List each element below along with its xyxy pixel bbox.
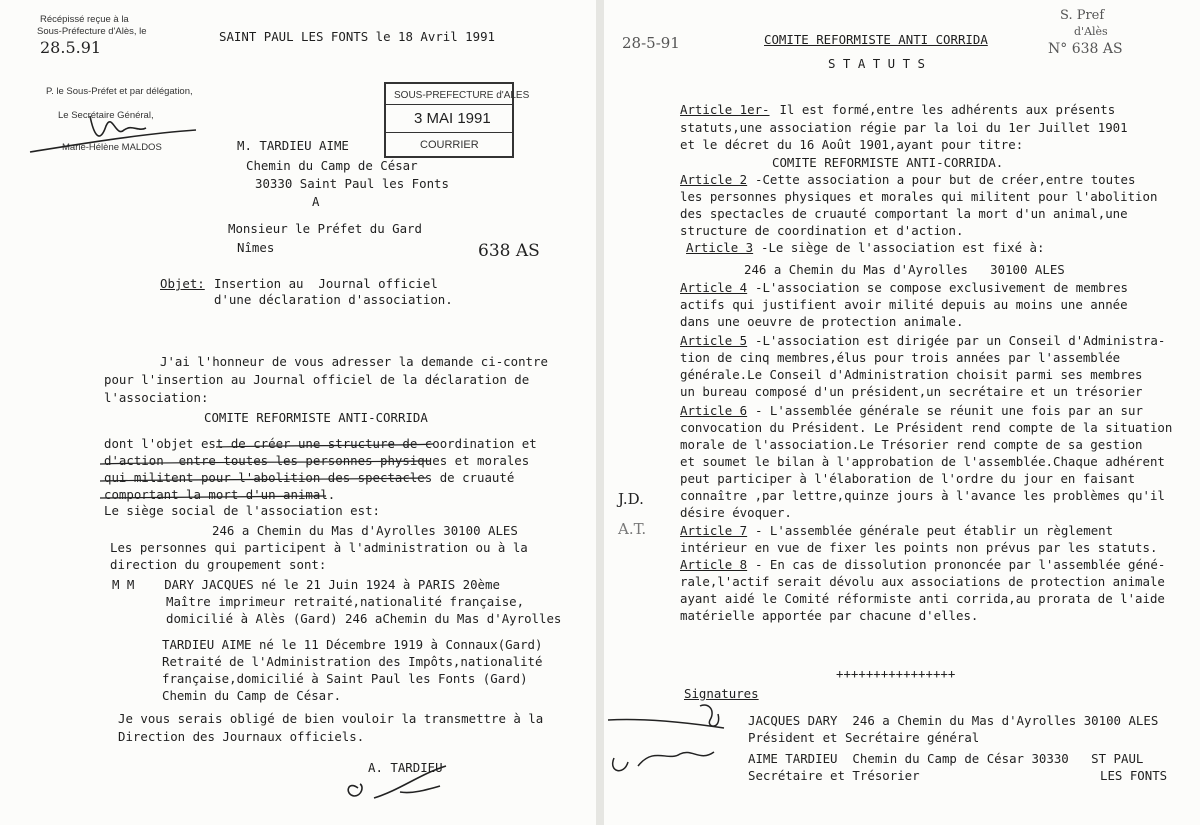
reception-stamp bbox=[384, 82, 530, 158]
dateline: SAINT PAUL LES FONTS le 18 Avril 1991 bbox=[219, 29, 496, 44]
body-line: française,domicilié à Saint Paul les Fonts (Gard) bbox=[162, 671, 528, 686]
signatures-heading: Signatures bbox=[684, 686, 759, 701]
body-line: Les personnes qui participent à l'administration ou à la bbox=[110, 540, 528, 555]
signatory-line: Secrétaire et Trésorier bbox=[748, 768, 920, 783]
article-line: rale,l'actif serait dévolu aux associations de protection animale bbox=[680, 574, 1165, 589]
article-line: peut participer à l'élaboration de l'ordre du jour en faisant bbox=[680, 471, 1136, 486]
corner-note-line: d'Alès bbox=[1074, 25, 1108, 38]
signatory-line: LES FONTS bbox=[1100, 768, 1168, 783]
receipt-date-handwritten: 28.5.91 bbox=[40, 38, 102, 57]
body-line: direction du groupement sont: bbox=[110, 557, 327, 572]
signature-name: A. TARDIEU bbox=[368, 760, 443, 775]
receipt-stamp-line: Sous-Préfecture d'Alès, le bbox=[37, 26, 147, 37]
article-line: et le décret du 16 Août 1901,ayant pour titre: bbox=[680, 137, 1024, 152]
body-line: dont l'objet est de créer une structure de coordination et bbox=[104, 436, 537, 451]
corner-note-line: S. Pref bbox=[1060, 8, 1105, 23]
article-line: -L'association est dirigée par un Conseil d'Administra- bbox=[755, 333, 1166, 348]
author-signature bbox=[340, 760, 470, 810]
object-line: d'une déclaration d'association. bbox=[214, 292, 453, 307]
article-label: Article 6 bbox=[680, 403, 748, 418]
document-title: COMITE REFORMISTE ANTI CORRIDA bbox=[764, 32, 988, 47]
cover-letter-page bbox=[0, 0, 596, 825]
body-line: Le siège social de l'association est: bbox=[104, 503, 381, 518]
article-label: Article 5 bbox=[680, 333, 748, 348]
article-line: -L'association se compose exclusivement de membres bbox=[755, 280, 1128, 295]
body-line: comportant la mort d'un animal. bbox=[104, 487, 336, 502]
article-label: Article 1er- bbox=[680, 102, 770, 117]
article-line: actifs qui justifient avoir milité depuis au moins une année bbox=[680, 297, 1128, 312]
article-line: COMITE REFORMISTE ANTI-CORRIDA. bbox=[772, 155, 1004, 170]
corner-note-line: N° 638 AS bbox=[1048, 41, 1123, 57]
article-line: dans une oeuvre de protection animale. bbox=[680, 314, 964, 329]
signatures-handwritten bbox=[604, 700, 754, 800]
article-label: Article 8 bbox=[680, 557, 748, 572]
body-line: domicilié à Alès (Gard) 246 aChemin du Mas d'Ayrolles bbox=[166, 611, 562, 626]
signatory-line: AIME TARDIEU Chemin du Camp de César 30330 ST PAUL bbox=[748, 751, 1144, 766]
article-line: 246 a Chemin du Mas d'Ayrolles 30100 ALES bbox=[744, 262, 1065, 277]
body-line: M M DARY JACQUES né le 21 Juin 1924 à PARIS 20ème bbox=[112, 577, 500, 592]
article-line: - L'assemblée générale se réunit une fois par an sur bbox=[755, 403, 1143, 418]
article-line: intérieur en vue de fixer les points non prévus par les statuts. bbox=[680, 540, 1158, 555]
article-line: et soumet le bilan à l'approbation de l'assemblée.Chaque adhérent bbox=[680, 454, 1165, 469]
article-line: matérielle apportée par chacune d'elles. bbox=[680, 608, 979, 623]
article-line: générale.Le Conseil d'Administration choisit parmi ses membres bbox=[680, 367, 1143, 382]
initials-handwritten: J.D. bbox=[618, 490, 644, 508]
receipt-stamp-line: Récépissé reçue à la bbox=[40, 14, 129, 25]
sender-city: 30330 Saint Paul les Fonts bbox=[255, 176, 449, 191]
object-label: Objet: bbox=[160, 276, 205, 291]
article-label: Article 2 bbox=[680, 172, 748, 187]
article-line: -Le siège de l'association est fixé à: bbox=[761, 240, 1045, 255]
article-label: Article 3 bbox=[686, 240, 754, 255]
sender-name: M. TARDIEU AIME bbox=[237, 138, 349, 153]
stamp-divider bbox=[386, 104, 512, 105]
object-line: Insertion au Journal officiel bbox=[214, 276, 438, 291]
sender-street: Chemin du Camp de César bbox=[246, 158, 418, 173]
article-line: ayant aidé le Comité réformiste anti corrida,au prorata de l'aide bbox=[680, 591, 1165, 606]
article-line: connaître ,par lettre,quinze jours à l'avance les problèmes qu'il bbox=[680, 488, 1165, 503]
article-line: un bureau composé d'un président,un secrétaire et un trésorier bbox=[680, 384, 1143, 399]
article-line: - En cas de dissolution prononcée par l'assemblée géné- bbox=[755, 557, 1166, 572]
article-line: statuts,une association régie par la loi du 1er Juillet 1901 bbox=[680, 120, 1128, 135]
body-line: l'association: bbox=[104, 390, 209, 405]
handwritten-underlines bbox=[100, 432, 550, 512]
body-line: 246 a Chemin du Mas d'Ayrolles 30100 ALES bbox=[212, 523, 518, 538]
article-line: désire évoquer. bbox=[680, 505, 792, 520]
body-line: J'ai l'honneur de vous adresser la demande ci-contre bbox=[160, 354, 548, 369]
body-line: Je vous serais obligé de bien vouloir la transmettre à la bbox=[118, 711, 544, 726]
signatory-line: JACQUES DARY 246 a Chemin du Mas d'Ayrolles 30100 ALES bbox=[748, 713, 1159, 728]
date-handwritten: 28-5-91 bbox=[622, 34, 680, 52]
body-line: d'action entre toutes les personnes physiques et morales bbox=[104, 453, 530, 468]
body-line: COMITE REFORMISTE ANTI-CORRIDA bbox=[204, 410, 428, 425]
article-line: les personnes physiques et morales qui militent pour l'abolition bbox=[680, 189, 1158, 204]
body-line: Chemin du Camp de César. bbox=[162, 688, 342, 703]
receipt-signature bbox=[20, 108, 200, 158]
recipient-city: Nîmes bbox=[237, 240, 275, 255]
document-subtitle: S T A T U T S bbox=[828, 56, 925, 71]
article-line: Il est formé,entre les adhérents aux présents bbox=[772, 102, 1116, 117]
body-line: Direction des Journaux officiels. bbox=[118, 729, 365, 744]
signatory-line: Président et Secrétaire général bbox=[748, 730, 980, 745]
body-line: TARDIEU AIME né le 11 Décembre 1919 à Connaux(Gard) bbox=[162, 637, 543, 652]
body-line: pour l'insertion au Journal officiel de la déclaration de bbox=[104, 372, 530, 387]
receipt-stamp-line: Le Secrétaire Général, bbox=[58, 110, 154, 121]
article-label: Article 7 bbox=[680, 523, 748, 538]
article-line: -Cette association a pour but de créer,entre toutes bbox=[755, 172, 1136, 187]
article-line: - L'assemblée générale peut établir un règlement bbox=[755, 523, 1114, 538]
initials-handwritten: A.T. bbox=[618, 520, 647, 538]
reception-stamp-label: COURRIER bbox=[420, 139, 479, 151]
stamp-divider bbox=[386, 132, 512, 133]
article-line: convocation du Président. Le Président rend compte de la situation bbox=[680, 420, 1173, 435]
address-separator: A bbox=[312, 194, 320, 209]
closing-separator: ++++++++++++++++ bbox=[836, 666, 956, 681]
article-line: structure de coordination et d'action. bbox=[680, 223, 964, 238]
body-line: Retraité de l'Administration des Impôts,nationalité bbox=[162, 654, 543, 669]
body-line: qui militent pour l'abolition des spectacles de cruauté bbox=[104, 470, 515, 485]
article-line: tion de cinq membres,élus pour trois années par l'assemblée bbox=[680, 350, 1121, 365]
article-line: des spectacles de cruauté comportant la mort d'un animal,une bbox=[680, 206, 1128, 221]
body-line: Maître imprimeur retraité,nationalité française, bbox=[166, 594, 525, 609]
reference-handwritten: 638 AS bbox=[478, 241, 540, 261]
article-label: Article 4 bbox=[680, 280, 748, 295]
page-gutter bbox=[596, 0, 604, 825]
reception-stamp-office: SOUS-PREFECTURE d'ALES bbox=[394, 90, 530, 101]
reception-stamp-date: 3 MAI 1991 bbox=[414, 110, 491, 127]
receipt-stamp-signatory: Marie-Hélène MALDOS bbox=[62, 142, 162, 153]
statutes-page bbox=[604, 0, 1200, 825]
recipient-title: Monsieur le Préfet du Gard bbox=[228, 221, 422, 236]
article-line: morale de l'association.Le Trésorier rend compte de sa gestion bbox=[680, 437, 1143, 452]
receipt-stamp-line: P. le Sous-Préfet et par délégation, bbox=[46, 86, 193, 97]
